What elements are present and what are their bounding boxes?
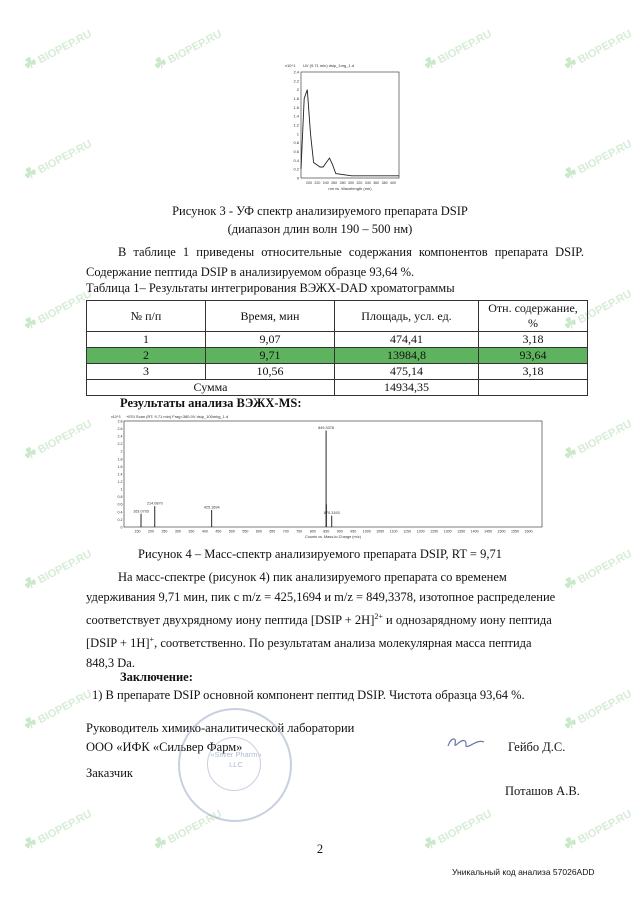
uv-spectrum-chart bbox=[283, 58, 403, 198]
table-title: Таблица 1– Результаты интегрирования ВЭЖХ-DAD хроматограммы bbox=[86, 281, 455, 295]
peak-label: 849.3378 bbox=[318, 425, 335, 430]
watermark-text: ☘ BIOPEP.RU bbox=[420, 804, 494, 855]
watermark-text: ☘ BIOPEP.RU bbox=[560, 684, 634, 735]
table-cell: 2 bbox=[87, 348, 206, 364]
watermark-text: ☘ BIOPEP.RU bbox=[20, 24, 94, 75]
watermark-text: ☘ BIOPEP.RU bbox=[20, 544, 94, 595]
x-tick-label: 950 bbox=[350, 529, 357, 534]
x-tick-label: 500 bbox=[228, 529, 235, 534]
watermark-text: ☘ BIOPEP.RU bbox=[20, 134, 94, 185]
y-tick-label: 0.6 bbox=[117, 502, 123, 507]
para2-line bbox=[86, 630, 584, 653]
header-cell: Отн. содержание, % bbox=[479, 301, 588, 332]
y-tick-label: 2.4 bbox=[293, 69, 299, 75]
signer-name: Гейбо Д.С. bbox=[508, 740, 566, 754]
watermark-text: ☘ BIOPEP.RU bbox=[560, 134, 634, 185]
y-tick-label: 0.8 bbox=[117, 495, 123, 500]
table-row-highlighted bbox=[87, 348, 588, 364]
y-tick-label: 1 bbox=[120, 487, 123, 492]
y-tick-label: 2 bbox=[296, 87, 299, 93]
conclusion-heading: Заключение: bbox=[120, 670, 193, 684]
y-tick-label: 1.4 bbox=[293, 113, 299, 119]
x-tick-label: 1350 bbox=[457, 529, 466, 534]
x-tick-label: 1050 bbox=[376, 529, 385, 534]
watermark-text: ☘ BIOPEP.RU bbox=[20, 284, 94, 335]
figure3-caption: Рисунок 3 - УФ спектр анализируемого препарата DSIP bbox=[172, 204, 468, 218]
customer-label: Заказчик bbox=[86, 766, 133, 780]
table-cell: 475,14 bbox=[335, 364, 479, 380]
watermark-text: ☘ BIOPEP.RU bbox=[20, 804, 94, 855]
table-cell: 1 bbox=[87, 332, 206, 348]
x-tick-label: 1450 bbox=[484, 529, 493, 534]
signer-role: Руководитель химико-аналитической лаборатории bbox=[86, 721, 355, 735]
watermark-text: ☘ BIOPEP.RU bbox=[560, 284, 634, 335]
y-tick-label: 1.6 bbox=[117, 464, 123, 469]
uv-spectrum-line bbox=[301, 90, 399, 176]
customer-signer-name: Поташов А.В. bbox=[505, 784, 580, 798]
table-cell: 10,56 bbox=[206, 364, 335, 380]
superscript: + bbox=[149, 635, 155, 645]
x-tick-label: 1200 bbox=[416, 529, 425, 534]
conclusion-item: 1) В препарате DSIP основной компонент пептид DSIP. Чистота образца 93,64 %. bbox=[92, 688, 525, 702]
x-tick-label: 250 bbox=[161, 529, 168, 534]
watermark-text: ☘ BIOPEP.RU bbox=[560, 544, 634, 595]
y-tick-label: 1.2 bbox=[293, 122, 299, 128]
y-tick-label: 0.6 bbox=[293, 149, 299, 154]
y-tick-label: 2.2 bbox=[293, 78, 299, 84]
peak-label: 870.3193 bbox=[323, 511, 340, 516]
y-tick-label: 2.8 bbox=[117, 419, 123, 424]
watermark-text: ☘ BIOPEP.RU bbox=[20, 684, 94, 735]
x-tick-label: 1150 bbox=[403, 529, 412, 534]
x-axis-label: nm vs. Wavelength (nm) bbox=[328, 186, 372, 191]
x-tick-label: 350 bbox=[188, 529, 195, 534]
y-axis-label: x10^1 bbox=[285, 63, 296, 68]
watermark-text: ☘ BIOPEP.RU bbox=[150, 804, 224, 855]
paragraph-1: В таблице 1 приведены относительные содержания компонентов препарата DSIP. Содержание пептида DSIP в анализируемом образце 93,64 %. bbox=[86, 245, 584, 279]
x-tick-label: 1300 bbox=[443, 529, 452, 534]
x-tick-label: 650 bbox=[269, 529, 276, 534]
para2-text: [DSIP + 1H] bbox=[86, 636, 150, 651]
x-tick-label: 1250 bbox=[430, 529, 439, 534]
y-tick-label: 1.4 bbox=[117, 472, 123, 477]
x-tick-label: 1550 bbox=[511, 529, 520, 534]
table-header-row bbox=[87, 301, 588, 332]
signer-organization: ООО «ИФК «Сильвер Фарм» bbox=[86, 740, 243, 754]
table-cell: 93,64 bbox=[479, 348, 588, 364]
x-tick-label: 900 bbox=[336, 529, 343, 534]
y-tick-label: 2 bbox=[120, 449, 123, 454]
mass-spectrum-svg bbox=[110, 411, 546, 543]
y-tick-label: 0.2 bbox=[117, 517, 123, 522]
x-tick-label: 340 bbox=[364, 181, 371, 185]
y-tick-label: 0 bbox=[296, 175, 299, 181]
header-cell: Время, мин bbox=[206, 301, 335, 332]
y-tick-label: 2.2 bbox=[117, 442, 123, 447]
figure3-caption-sub: (диапазон длин волн 190 – 500 нм) bbox=[227, 222, 413, 236]
superscript: 2+ bbox=[374, 612, 383, 621]
mass-spectrum-chart bbox=[110, 411, 546, 543]
x-tick-label: 600 bbox=[255, 529, 262, 534]
table-cell: 13984,8 bbox=[335, 348, 479, 364]
watermark-text: ☘ BIOPEP.RU bbox=[560, 804, 634, 855]
table-row bbox=[87, 364, 588, 380]
peak-label: 214.0870 bbox=[146, 501, 163, 506]
x-tick-label: 1600 bbox=[524, 529, 533, 534]
x-tick-label: 300 bbox=[348, 181, 354, 185]
table-cell: 474,41 bbox=[335, 332, 479, 348]
results-table bbox=[86, 300, 588, 396]
y-axis-label: x10^3 bbox=[111, 415, 121, 419]
watermark-text: ☘ BIOPEP.RU bbox=[20, 414, 94, 465]
sum-value: 14934,35 bbox=[335, 380, 479, 396]
page-number: 2 bbox=[316, 842, 324, 856]
y-tick-label: 1.2 bbox=[117, 479, 123, 484]
y-tick-label: 0.4 bbox=[117, 510, 123, 515]
y-tick-label: 0.8 bbox=[293, 140, 299, 146]
x-tick-label: 1400 bbox=[470, 529, 479, 534]
uv-spectrum-svg bbox=[283, 58, 403, 198]
para2-line: удерживания 9,71 мин, пик с m/z = 425,1694 и m/z = 849,3378, изотопное распределение bbox=[86, 590, 556, 604]
table-sum-row bbox=[87, 380, 588, 396]
x-tick-label: 550 bbox=[242, 529, 249, 534]
x-tick-label: 700 bbox=[282, 529, 289, 534]
x-tick-label: 360 bbox=[373, 181, 380, 185]
para2-text: соответствует двухрядному иону пептида [DSIP + 2H] bbox=[86, 613, 375, 628]
header-cell: № п/п bbox=[87, 301, 206, 332]
x-tick-label: 400 bbox=[201, 529, 208, 534]
stamp-line: LLC bbox=[229, 760, 243, 769]
x-tick-label: 400 bbox=[390, 181, 396, 185]
x-tick-label: 280 bbox=[339, 181, 346, 185]
x-tick-label: 1500 bbox=[497, 529, 506, 534]
y-tick-label: 0 bbox=[120, 525, 123, 530]
stamp-line: «Silver Pharm» bbox=[210, 750, 262, 759]
header-cell: Площадь, усл. ед. bbox=[335, 301, 479, 332]
x-tick-label: 450 bbox=[215, 529, 222, 534]
table-cell: 3 bbox=[87, 364, 206, 380]
x-tick-label: 750 bbox=[296, 529, 303, 534]
para2-line bbox=[86, 607, 584, 630]
plot-frame bbox=[301, 72, 399, 178]
y-tick-label: 1.8 bbox=[117, 457, 123, 462]
x-tick-label: 800 bbox=[309, 529, 316, 534]
y-tick-label: 0.4 bbox=[293, 157, 299, 163]
y-tick-label: 2.4 bbox=[117, 434, 123, 439]
x-tick-label: 300 bbox=[174, 529, 181, 534]
x-tick-label: 200 bbox=[147, 529, 154, 534]
para2-text: , соответственно. По результатам анализа молекулярная масса пептида bbox=[154, 636, 532, 651]
x-tick-label: 240 bbox=[322, 181, 329, 185]
table-cell: 9,71 bbox=[206, 348, 335, 364]
para2-line: 848,3 Da. bbox=[86, 656, 135, 671]
para2-text: и однозарядному иону пептида bbox=[382, 613, 552, 628]
peak-label: 425.1694 bbox=[203, 505, 220, 510]
x-axis-label: Counts vs. Mass-to-Charge (m/z) bbox=[305, 535, 361, 539]
peak-label: 163.0703 bbox=[133, 509, 149, 514]
y-tick-label: 0.2 bbox=[293, 166, 299, 172]
x-tick-label: 200 bbox=[306, 181, 312, 185]
x-tick-label: 320 bbox=[356, 181, 363, 185]
para2-line: На масс-спектре (рисунок 4) пик анализируемого препарата со временем bbox=[118, 570, 507, 584]
ms-heading: Результаты анализа ВЭЖХ-MS: bbox=[120, 396, 302, 410]
table-cell: 3,18 bbox=[479, 332, 588, 348]
table-cell: 9,07 bbox=[206, 332, 335, 348]
figure4-caption: Рисунок 4 – Масс-спектр анализируемого препарата DSIP, RT = 9,71 bbox=[138, 547, 502, 561]
x-tick-label: 1000 bbox=[362, 529, 371, 534]
y-tick-label: 1.6 bbox=[293, 104, 299, 110]
chart-title: UV (9.71 min) dsip_1mg_1.d bbox=[303, 63, 354, 68]
y-tick-label: 2.6 bbox=[117, 426, 123, 431]
unique-analysis-code: Уникальный код анализа 57026ADD bbox=[452, 867, 595, 877]
x-tick-label: 850 bbox=[323, 529, 330, 534]
watermark-text: ☘ BIOPEP.RU bbox=[560, 414, 634, 465]
watermark-text: ☘ BIOPEP.RU bbox=[560, 24, 634, 75]
y-tick-label: 1 bbox=[296, 131, 299, 137]
table-row bbox=[87, 332, 588, 348]
paragraph-2 bbox=[86, 567, 584, 673]
x-tick-label: 220 bbox=[314, 181, 321, 185]
stamp-text bbox=[208, 750, 264, 770]
company-stamp bbox=[178, 708, 292, 822]
table-cell: 3,18 bbox=[479, 364, 588, 380]
x-tick-label: 380 bbox=[381, 181, 388, 185]
chart-title: +ESI Scan (RT: 9.71 min) Frag=380.0V dsip_100mkg_1.d bbox=[126, 414, 229, 419]
watermark-text: ☘ BIOPEP.RU bbox=[150, 24, 224, 75]
signature-mark bbox=[445, 734, 487, 752]
x-tick-label: 150 bbox=[134, 529, 141, 534]
sum-label: Сумма bbox=[87, 380, 335, 396]
watermark-text: ☘ BIOPEP.RU bbox=[420, 24, 494, 75]
x-tick-label: 260 bbox=[331, 181, 338, 185]
x-tick-label: 1100 bbox=[389, 529, 398, 534]
table-cell-empty bbox=[479, 380, 588, 396]
y-tick-label: 1.8 bbox=[293, 96, 299, 101]
